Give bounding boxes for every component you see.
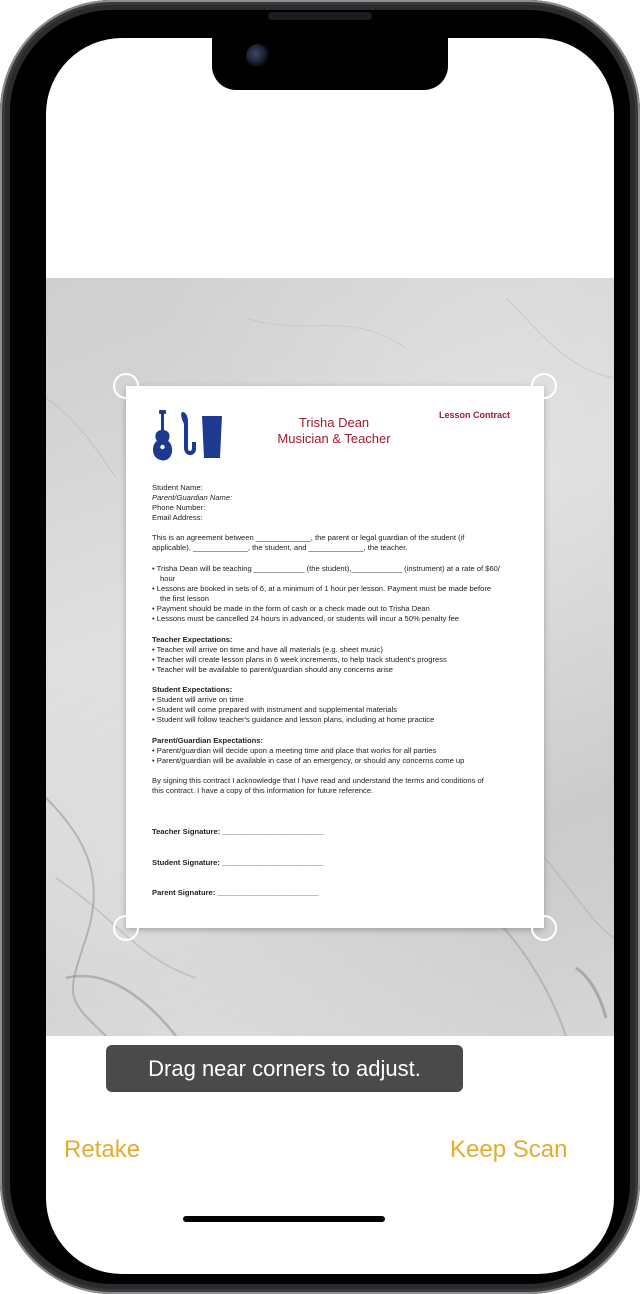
corner-handle-top-right[interactable] [531,373,557,399]
student-section [152,685,434,725]
earpiece-speaker [268,12,372,20]
retake-button[interactable]: Retake [64,1136,141,1163]
phone-bezel [10,10,630,1284]
list-item: • Payment should be made in the form of cash or a check made out to Trisha Dean [152,604,430,613]
closing-line-2: this contract. I have a copy of this information for future reference. [152,786,374,795]
corner-handle-bottom-left[interactable] [113,915,139,941]
list-item: • Student will follow teacher's guidance and lesson plans, including at home practice [152,715,435,724]
list-item: • Teacher will arrive on time and have all materials (e.g. sheet music) [152,645,383,654]
list-item: • Student will arrive on time [152,695,244,704]
instruments-logo [150,410,224,462]
list-item: the first lesson [160,594,209,603]
parent-heading: Parent/Guardian Expectations: [152,736,263,745]
field-phone: Phone Number: [152,503,206,512]
document-fields [152,483,232,523]
list-item: hour [160,574,176,583]
parent-section [152,736,464,766]
agreement-line-2: applicable), _____________, the student, and _____________, the teacher. [152,543,408,552]
field-student-name: Student Name: [152,483,203,492]
list-item: • Lessons must be cancelled 24 hours in advanced, or students will incur a 50% penalty fee [152,614,460,623]
corner-handle-bottom-right[interactable] [531,915,557,941]
closing-paragraph [152,776,484,796]
list-item: • Student will come prepared with instrument and supplemental materials [152,705,397,714]
list-item: • Trisha Dean will be teaching ____________ (the student),____________ (instrument) at a rate of $60/ [152,564,500,573]
header-subtitle: Musician & Teacher [277,431,391,446]
header-name: Trisha Dean [298,415,370,430]
list-item: • Lessons are booked in sets of 6, at a minimum of 1 hour per lesson. Payment must be made before [152,584,492,593]
teacher-heading: Teacher Expectations: [152,635,233,644]
adjust-hint-toast: Drag near corners to adjust. [106,1045,463,1092]
agreement-line-1: This is an agreement between _____________, the parent or legal guardian of the student (if [152,533,465,542]
closing-line-1: By signing this contract I acknowledge that I have read and understand the terms and conditions of [152,776,484,785]
corner-handle-top-left[interactable] [113,373,139,399]
keep-scan-button[interactable]: Keep Scan [450,1136,568,1163]
notch [212,38,448,90]
document-header [254,415,414,447]
student-signature-line: Student Signature: ________________________ [152,858,324,867]
scan-preview [46,278,614,1036]
list-item: • Teacher will create lesson plans in 6 week increments, to help track student's progress [152,655,447,664]
terms-list [152,564,500,624]
scanned-document [126,386,544,928]
teacher-signature-line: Teacher Signature: ________________________ [152,827,324,836]
teacher-section [152,635,447,675]
home-indicator[interactable] [183,1216,385,1222]
contract-label: Lesson Contract [438,410,510,420]
list-item: • Parent/guardian will be available in case of an emergency, or should any concerns come up [152,756,465,765]
list-item: • Teacher will be available to parent/guardian should any concerns arise [152,665,394,674]
student-heading: Student Expectations: [152,685,233,694]
front-camera [246,44,270,68]
agreement-paragraph [152,533,464,553]
field-email: Email Address: [152,513,203,522]
field-parent-name: Parent/Guardian Name: [152,493,233,502]
list-item: • Parent/guardian will decide upon a meeting time and place that works for all parties [152,746,437,755]
parent-signature-line: Parent Signature: ________________________ [152,888,319,897]
